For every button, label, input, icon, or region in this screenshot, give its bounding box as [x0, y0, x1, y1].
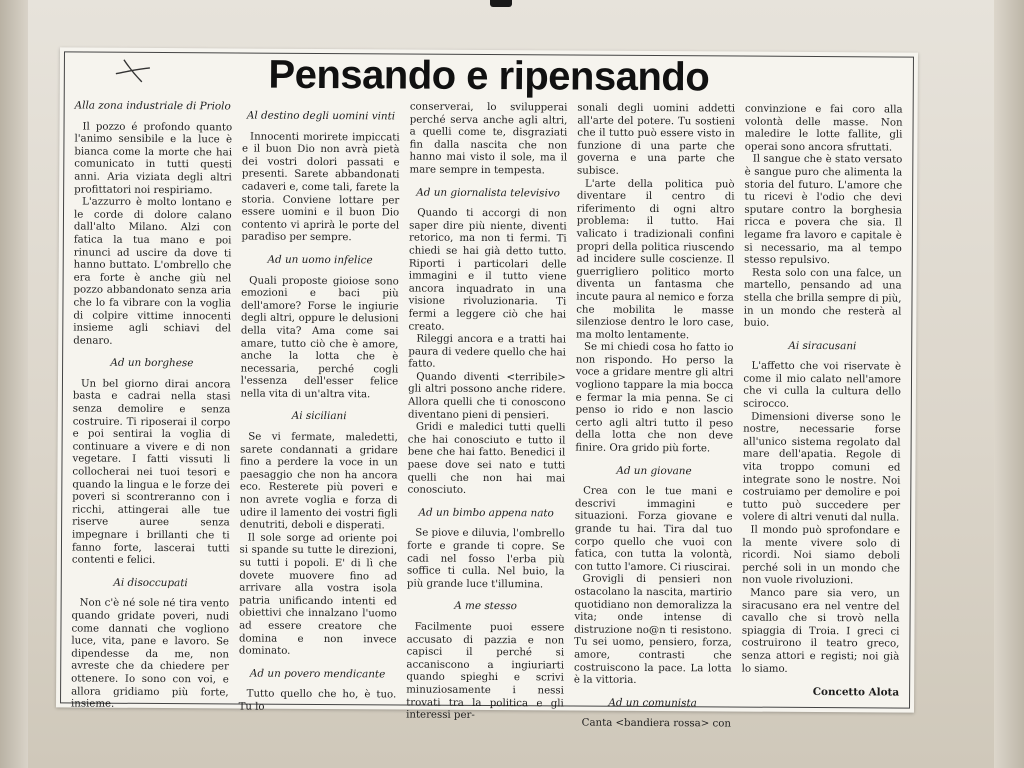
paragraph: Innocenti morirete impiccati e il buon Dio non avrà pietà dei vostri dolori passati e presenti. Sarete abbandonati cadaveri e, come tali, farete la storia. Conviene lottare per essere uomini e il buon Dio contento vi aprirà le porte del paradiso per sempre. — [241, 131, 400, 244]
paragraph: Resta solo con una falce, un martello, pensando ad una stella che brilla sempre di più, in un mondo che resterà al buio. — [743, 267, 902, 329]
section-subheading: Ai disoccupati — [113, 576, 188, 589]
section-subheading: Ad un comunista — [608, 696, 697, 710]
article-column-3 — [401, 101, 572, 722]
paragraph: Gridi e maledici tutti quelli che hai conosciuto e tutto il bene che hai fatto. Benedici il paese dove sei nato e tutti quelli che non hai mai conosciuto. — [407, 421, 566, 497]
paragraph: L'affetto che voi riservate è come il mio calato nell'amore che vi culla la cultura dello scirocco. — [743, 360, 902, 410]
paragraph: Se mi chiedi cosa ho fatto io non rispondo. Ho perso la voce a gridare mentre gli altri vogliono tappare la mia bocca e fermar la mia penna. Se ci penso io rido e non lascio certo agli altri tutto il peso della lotta che non deve finire. Ora grido più forte. — [575, 341, 734, 455]
section-subheading: Ad un uomo infelice — [267, 253, 373, 267]
section-subheading: Ad un bimbo appena nato — [418, 506, 554, 520]
paragraph: convinzione e fai coro alla volontà delle masse. Non maledire le lotte fallite, gli operai sono ancora sfruttati. — [744, 103, 903, 154]
paragraph: sonali degli uomini addetti all'arte del potere. Tu sostieni che il tutto può essere visto in funzione di una parte che governa e una parte che subisce. — [577, 102, 736, 177]
paragraph: Canta <bandiera rossa> con — [581, 717, 731, 730]
section-subheading: Ai siciliani — [291, 410, 347, 423]
section-subheading: Alla zona industriale di Priolo — [74, 99, 231, 113]
paragraph: Grovigli di pensieri non ostacolano la nascita, martirio quotidiano non demoralizza la vita; onde intense di distruzione no@n ti resistono. Tu sei uomo, pensiero, forza, amore, contrasti che costruiscono la pace. La lotta è la vittoria. — [573, 573, 733, 687]
paragraph: L'azzurro è molto lontano e le corde di dolore calano dall'alto Milano. Alzi con fatica la tua mano e poi rinunci ad uscire da dove ti hanno buttato. L'ombrello che era forte è anche giù nel pozzo abbandonato senza aria che lo fa vibrare con la voglia di colpire vittime innocenti insieme agli schiavi del denaro. — [73, 196, 232, 347]
section-subheading: A me stesso — [454, 600, 517, 613]
article-columns — [66, 99, 908, 730]
paragraph: Il sangue che è stato versato è sangue puro che alimenta la storia del futuro. L'amore che tu ricevi è l'odio che devi sputare contro la borghesia ricca e povera che sia. Il legame fra lavoro e capitale è si necessario, ma al tempo stesso repulsivo. — [744, 153, 903, 267]
paragraph: Se vi fermate, maledetti, sarete condannati a gridare fino a perdere la voce in un paesaggio che non ha ancora eco. Resterete più poveri e non avrete voglia e forza di udire il lamento dei vostri figli denutriti, deboli e disperati. — [239, 431, 398, 532]
section-subheading: Ad un povero mendicante — [249, 667, 386, 681]
section-subheading: Ad un giovane — [616, 464, 692, 477]
paragraph: Dimensioni diverse sono le nostre, necessarie forse all'unico sistema regolato dal mare dell'apatia. Regole di vita troppo comuni ed integrate sono le nostre. Noi costruiamo per demolire e poi tutto può succedere per volere di altri venuti dal nulla. — [742, 411, 901, 524]
paragraph: Manco pare sia vero, un siracusano era nel ventre del cavallo che si trovò nella spiaggia di Troia. I greci ci costruirono il teatro greco, senza attori e registi; noi già lo siamo. — [741, 587, 900, 675]
paragraph: Se piove e diluvia, l'ombrello forte e grande ti copre. Se cadi nel fosso l'erba più soffice ti culla. Nel buio, la più grande luce t'illumina. — [406, 527, 565, 591]
paragraph: Facilmente puoi essere accusato di pazzia e non capisci il perché si accaniscono a ingiuriarti quando spieghi e scrivi minuziosamente i nessi trovati tra la politica e gli interessi per- — [406, 621, 565, 722]
paragraph: L'arte della politica può diventare il centro di riferimento di ogni altro problema: il tutto. Hai valicato i tradizionali confini propri della politica riuscendo ad incidere sulle coscienze. Il guerrigliero politico morto diventa un fantasma che incute paura al nemico e forza che mobilita le masse silenziose dentro le loro case, ma molto lentamente. — [576, 178, 735, 341]
paragraph: Un bel giorno dirai ancora basta e cadrai nella stasi senza demolire e senza costruire. Ti riposerai il corpo e poi sentirai la voglia di continuare a vivere e di non vegetare. I fatti vissuti li collocherai nei tuoi tesori e quando la lingua e le forze dei poveri si scontreranno con i ricchi, attingerai alle tue riserve auree senza impegnare i brillanti che ti fanno forte, lascerai tutti contenti e felici. — [71, 378, 231, 567]
paragraph: Quando diventi <terribile> gli altri possono anche ridere. Allora quelli che ti conoscono diventano pieni di pensieri. — [407, 371, 566, 422]
section-subheading: Ad un giornalista televisivo — [416, 186, 560, 200]
newspaper-clipping — [56, 47, 918, 730]
article-column-5 — [736, 104, 907, 701]
paragraph: Il sole sorge ad oriente poi si spande su tutte le direzioni, su tutti i popoli. E' di lì che dovete muovere fino ad arrivare alla vostra isola patria unificando intenti ed obiettivi che innalzano l'uomo ad essere creatore che domina e non invece dominato. — [238, 532, 398, 657]
frame-edge-left — [0, 0, 28, 768]
paragraph: Crea con le tue mani e descrivi immagini e situazioni. Forza giovane e grande tu hai. Tira dal tuo corpo quello che vuoi con fatica, con tutta la volontà, con tutto l'amore. Ci riuscirai. — [574, 485, 733, 574]
section-subheading: Ai siracusani — [788, 339, 857, 352]
frame-edge-right — [994, 0, 1024, 768]
article-column-1 — [66, 99, 237, 710]
article-column-4 — [569, 102, 740, 730]
article-column-2 — [234, 100, 405, 713]
paragraph: Tutto quello che ho, è tuo. Tu lo — [238, 688, 397, 713]
section-subheading: Ad un borghese — [110, 356, 194, 370]
section-subheading: Al destino degli uomini vinti — [246, 109, 396, 123]
paragraph: Non c'è né sole né tira vento quando gridate poveri, nudi come dannati che vogliono luce, vita, pane e lavoro. Se dipendesse da me, non avreste che da chiedere per ottenere. Io sono con voi, e allora gridiamo più forte, insieme. — [70, 597, 230, 710]
paragraph: Il pozzo é profondo quanto l'animo sensibile e la luce è bianca come la morte che hai comunicato in tutti questi anni. Aria viziata degli altri profittatori noi respiriamo. — [74, 121, 233, 196]
paragraph: Il mondo può sprofondare e la mente vivere solo di ricordi. Noi siamo deboli perché soli in un mondo che non vuole rivoluzioni. — [742, 524, 901, 587]
author-signature: Concetto Alota — [812, 686, 900, 699]
paragraph: Rileggi ancora e a tratti hai paura di vedere quello che hai fatto. — [408, 333, 567, 370]
paragraph: Quando ti accorgi di non saper dire più niente, diventi retorico, ma non ti fermi. Ti chiedi se hai già detto tutto. Riporti i particolari delle immagini e il tutto viene ancora inquadrato in una visione rivoluzionaria. Ti fermi a leggere ciò che hai creato. — [408, 207, 567, 333]
paragraph: Quali proposte gioiose sono emozioni e baci più dell'amore? Forse le ingiurie degli altri, oppure le delusioni della vita? Ama come sai amare, tutto ciò che è amore, anche la lotta che è necessaria, perché cogli l'essenza dell'esser felice nella vita di un'altra vita. — [240, 275, 399, 401]
paragraph: conserverai, lo svilupperai perché serva anche agli altri, a quelli come te, disgraziati fin dalla nascita che non hanno mai visto il sole, ma il mare sempre in tempesta. — [409, 101, 568, 177]
headline: Pensando e ripensando — [268, 52, 710, 100]
clip — [490, 0, 512, 7]
